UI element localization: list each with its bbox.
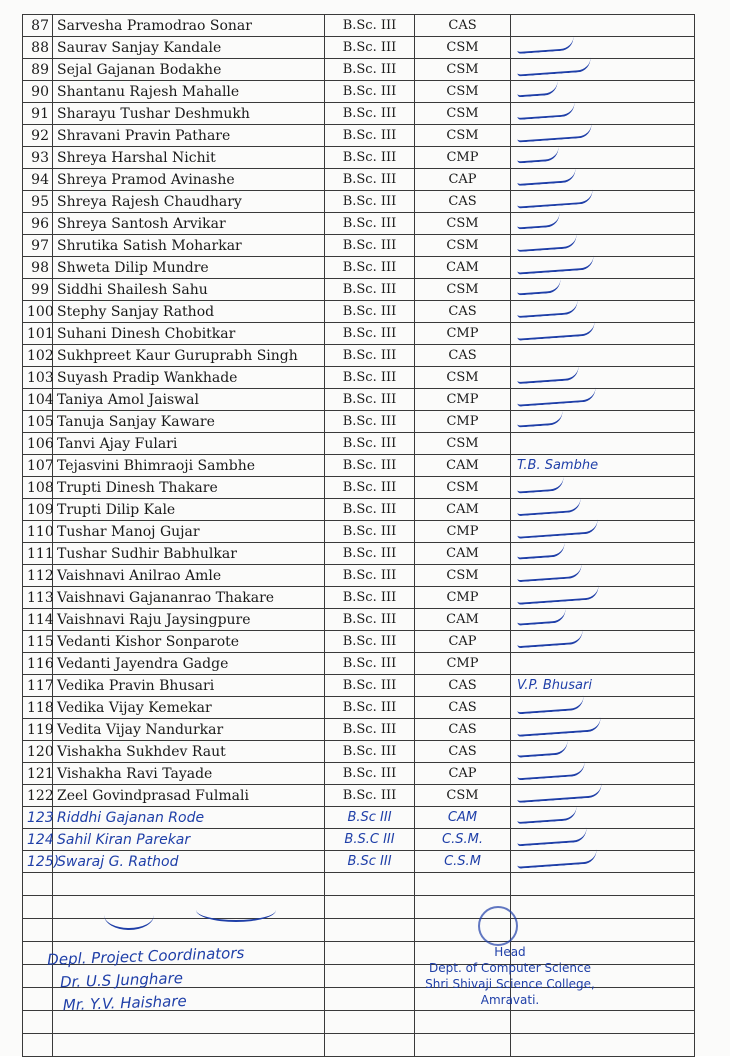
- project-coordinators-block: [47, 939, 319, 1017]
- subject-code: CAS: [415, 345, 511, 367]
- student-name: Sharayu Tushar Deshmukh: [53, 103, 325, 125]
- roll-number: 95: [23, 191, 53, 213]
- class-name: B.Sc. III: [325, 59, 415, 81]
- subject-code: CSM: [415, 81, 511, 103]
- handwritten-row: [23, 807, 695, 829]
- signature-scribble: [517, 585, 600, 605]
- student-name: Shreya Harshal Nichit: [53, 147, 325, 169]
- roll-number: 110: [23, 521, 53, 543]
- roll-number: 115: [23, 631, 53, 653]
- signature-scribble: [517, 365, 580, 383]
- class-name: B.Sc. III: [325, 367, 415, 389]
- roll-number: 117: [23, 675, 53, 697]
- class-name: B.Sc. III: [325, 81, 415, 103]
- roll-number: 109: [23, 499, 53, 521]
- signature-scribble: [517, 387, 597, 406]
- student-name: Suyash Pradip Wankhade: [53, 367, 325, 389]
- roll-number: 106: [23, 433, 53, 455]
- signature-cell: [511, 565, 695, 587]
- signature-scribble: [517, 36, 575, 54]
- student-name: Taniya Amol Jaiswal: [53, 389, 325, 411]
- student-name: Vedika Pravin Bhusari: [53, 675, 325, 697]
- table-row: [23, 15, 695, 37]
- table-row: [23, 543, 695, 565]
- student-name: Saurav Sanjay Kandale: [53, 37, 325, 59]
- signature-scribble: [517, 410, 564, 427]
- roll-number: 90: [23, 81, 53, 103]
- signature-scribble: [517, 57, 592, 76]
- table-row: [23, 587, 695, 609]
- signature-cell: [511, 191, 695, 213]
- table-row: [23, 565, 695, 587]
- table-row: [23, 213, 695, 235]
- roll-number: 112: [23, 565, 53, 587]
- subject-code: CAM: [415, 499, 511, 521]
- signature-cell: [511, 851, 695, 873]
- stamp-college: Shri Shivaji Science College,: [425, 977, 595, 991]
- class-name: B.Sc. III: [325, 433, 415, 455]
- roll-number: 123: [23, 807, 53, 829]
- roll-number: 125): [23, 851, 53, 873]
- table-row: [23, 37, 695, 59]
- subject-code: CAP: [415, 169, 511, 191]
- student-name: Trupti Dinesh Thakare: [53, 477, 325, 499]
- signature-cell: [511, 15, 695, 37]
- subject-code: CMP: [415, 411, 511, 433]
- stamp-head: Head: [494, 945, 526, 959]
- signature-cell: [511, 411, 695, 433]
- subject-code: CMP: [415, 587, 511, 609]
- student-name: Tushar Sudhir Babhulkar: [53, 543, 325, 565]
- signature-scribble: [517, 542, 566, 559]
- signature-cell: [511, 389, 695, 411]
- subject-code: CSM: [415, 125, 511, 147]
- signature-cell: [511, 301, 695, 323]
- student-name: Sahil Kiran Parekar: [53, 829, 325, 851]
- student-name: Vaishnavi Raju Jaysingpure: [53, 609, 325, 631]
- table-row: [23, 477, 695, 499]
- class-name: B.Sc. III: [325, 521, 415, 543]
- student-name: Vedanti Jayendra Gadge: [53, 653, 325, 675]
- class-name: B.Sc. III: [325, 741, 415, 763]
- table-row: [23, 785, 695, 807]
- table-row: [23, 653, 695, 675]
- student-name: Shravani Pravin Pathare: [53, 125, 325, 147]
- class-name: B.Sc. III: [325, 565, 415, 587]
- roll-number: 116: [23, 653, 53, 675]
- class-name: B.Sc. III: [325, 587, 415, 609]
- student-name: Shreya Rajesh Chaudhary: [53, 191, 325, 213]
- subject-code: CAS: [415, 697, 511, 719]
- signature-cell: [511, 103, 695, 125]
- signature-scribble: [517, 476, 565, 493]
- signature-scribble: [517, 695, 585, 714]
- class-name: B.Sc. III: [325, 213, 415, 235]
- class-name: B.Sc III: [325, 851, 415, 873]
- signature-scribble: [517, 563, 583, 582]
- roll-number: 91: [23, 103, 53, 125]
- subject-code: CSM: [415, 785, 511, 807]
- signature-cell: [511, 631, 695, 653]
- class-name: B.Sc. III: [325, 125, 415, 147]
- student-name: Shantanu Rajesh Mahalle: [53, 81, 325, 103]
- student-name: Trupti Dilip Kale: [53, 499, 325, 521]
- class-name: B.Sc. III: [325, 37, 415, 59]
- table-row: [23, 81, 695, 103]
- subject-code: CAM: [415, 807, 511, 829]
- signature-cell: [511, 477, 695, 499]
- roll-number: 108: [23, 477, 53, 499]
- student-name: Vaishnavi Anilrao Amle: [53, 565, 325, 587]
- roll-number: 103: [23, 367, 53, 389]
- table-row: [23, 125, 695, 147]
- student-name: Vedita Vijay Nandurkar: [53, 719, 325, 741]
- signature-cell: [511, 609, 695, 631]
- subject-code: CSM: [415, 367, 511, 389]
- subject-code: CAP: [415, 631, 511, 653]
- roll-number: 105: [23, 411, 53, 433]
- roll-number: 124: [23, 829, 53, 851]
- signature-cell: [511, 741, 695, 763]
- student-name: Vishakha Ravi Tayade: [53, 763, 325, 785]
- student-name: Shreya Pramod Avinashe: [53, 169, 325, 191]
- signature-cell: [511, 785, 695, 807]
- class-name: B.Sc. III: [325, 609, 415, 631]
- subject-code: CAM: [415, 257, 511, 279]
- subject-code: CMP: [415, 147, 511, 169]
- subject-code: CSM: [415, 59, 511, 81]
- signature-scribble: [517, 827, 588, 846]
- table-row: [23, 697, 695, 719]
- roll-number: 119: [23, 719, 53, 741]
- head-stamp-block: [410, 944, 610, 1008]
- subject-code: CAM: [415, 455, 511, 477]
- roll-number: 102: [23, 345, 53, 367]
- signature-scribble: [517, 519, 599, 539]
- roll-number: 100: [23, 301, 53, 323]
- subject-code: CSM: [415, 565, 511, 587]
- class-name: B.Sc. III: [325, 389, 415, 411]
- signature-scribble: [517, 740, 569, 758]
- student-name: Tanuja Sanjay Kaware: [53, 411, 325, 433]
- table-row: [23, 433, 695, 455]
- signature-cell: [511, 543, 695, 565]
- roll-number: 87: [23, 15, 53, 37]
- class-name: B.Sc. III: [325, 763, 415, 785]
- table-row: [23, 631, 695, 653]
- signature-scribble: [517, 717, 602, 737]
- student-name: Suhani Dinesh Chobitkar: [53, 323, 325, 345]
- class-name: B.Sc. III: [325, 301, 415, 323]
- stamp-city: Amravati.: [480, 993, 540, 1007]
- signature-scribble: [517, 278, 562, 295]
- table-row: [23, 279, 695, 301]
- signature-text: V.P. Bhusari: [517, 678, 592, 693]
- table-row: [23, 521, 695, 543]
- signature-text: T.B. Sambhe: [517, 458, 599, 473]
- stamp-department: Dept. of Computer Science: [429, 961, 591, 975]
- class-name: B.Sc. III: [325, 785, 415, 807]
- signature-scribble: [517, 805, 578, 823]
- student-name: Vaishnavi Gajananrao Thakare: [53, 587, 325, 609]
- class-name: B.Sc. III: [325, 191, 415, 213]
- table-row: [23, 191, 695, 213]
- signature-scribble: [517, 167, 577, 185]
- subject-code: CSM: [415, 235, 511, 257]
- student-name: Shrutika Satish Moharkar: [53, 235, 325, 257]
- roll-number: 120: [23, 741, 53, 763]
- roll-number: 88: [23, 37, 53, 59]
- student-name: Tejasvini Bhimraoji Sambhe: [53, 455, 325, 477]
- signature-cell: [511, 433, 695, 455]
- handwritten-row: [23, 851, 695, 873]
- subject-code: CSM: [415, 37, 511, 59]
- roll-number: 122: [23, 785, 53, 807]
- signature-cell: [511, 587, 695, 609]
- table-row: [23, 719, 695, 741]
- table-row: [23, 59, 695, 81]
- table-row: [23, 301, 695, 323]
- class-name: B.Sc. III: [325, 147, 415, 169]
- student-rows: [23, 15, 695, 807]
- signature-scribble: [517, 629, 584, 648]
- class-name: B.Sc. III: [325, 455, 415, 477]
- signature-cell: [511, 147, 695, 169]
- table-row: [23, 389, 695, 411]
- signature-scribble: [517, 146, 560, 163]
- signature-cell: [511, 257, 695, 279]
- roll-number: 97: [23, 235, 53, 257]
- class-name: B.Sc. III: [325, 279, 415, 301]
- student-name: Tushar Manoj Gujar: [53, 521, 325, 543]
- signature-cell: [511, 829, 695, 851]
- signature-scribble: [517, 761, 586, 780]
- class-name: B.Sc. III: [325, 411, 415, 433]
- roll-number: 101: [23, 323, 53, 345]
- signature-cell: [511, 367, 695, 389]
- student-name: Shreya Santosh Arvikar: [53, 213, 325, 235]
- subject-code: CSM: [415, 433, 511, 455]
- roll-number: 113: [23, 587, 53, 609]
- blank-row: [23, 873, 695, 896]
- class-name: B.Sc. III: [325, 169, 415, 191]
- table-row: [23, 103, 695, 125]
- roll-number: 89: [23, 59, 53, 81]
- signature-scribble: [517, 321, 596, 340]
- signature-scribble: [517, 123, 593, 142]
- student-name: Stephy Sanjay Rathod: [53, 301, 325, 323]
- table-row: [23, 257, 695, 279]
- signature-scribble: [517, 80, 559, 97]
- signature-scribble: [517, 849, 598, 869]
- signature-scribble: [517, 783, 603, 803]
- coordinator-name-2: Mr. Y.V. Haishare: [62, 991, 187, 1015]
- roll-number: 107: [23, 455, 53, 477]
- subject-code: CAS: [415, 741, 511, 763]
- class-name: B.Sc. III: [325, 477, 415, 499]
- class-name: B.Sc. III: [325, 235, 415, 257]
- table-row: [23, 169, 695, 191]
- subject-code: CSM: [415, 213, 511, 235]
- roll-number: 114: [23, 609, 53, 631]
- class-name: B.Sc. III: [325, 323, 415, 345]
- signature-cell: [511, 125, 695, 147]
- student-name: Swaraj G. Rathod: [53, 851, 325, 873]
- class-name: B.Sc. III: [325, 103, 415, 125]
- subject-code: CAS: [415, 301, 511, 323]
- student-name: Riddhi Gajanan Rode: [53, 807, 325, 829]
- student-name: Tanvi Ajay Fulari: [53, 433, 325, 455]
- roll-number: 111: [23, 543, 53, 565]
- subject-code: C.S.M.: [415, 829, 511, 851]
- signature-cell: [511, 345, 695, 367]
- subject-code: CAM: [415, 609, 511, 631]
- coordinator-name-1: Dr. U.S Junghare: [59, 969, 184, 992]
- signature-cell: [511, 499, 695, 521]
- roll-number: 98: [23, 257, 53, 279]
- student-name: Sarvesha Pramodrao Sonar: [53, 15, 325, 37]
- class-name: B.Sc. III: [325, 345, 415, 367]
- subject-code: CSM: [415, 103, 511, 125]
- roll-number: 92: [23, 125, 53, 147]
- student-name: Vedanti Kishor Sonparote: [53, 631, 325, 653]
- signature-scribble: [517, 233, 578, 251]
- signature-cell: [511, 697, 695, 719]
- class-name: B.Sc. III: [325, 499, 415, 521]
- class-name: B.Sc III: [325, 807, 415, 829]
- coordinators-title: Depl. Project Coordinators: [46, 943, 245, 969]
- student-name: Siddhi Shailesh Sahu: [53, 279, 325, 301]
- signature-cell: [511, 455, 695, 477]
- table-row: [23, 741, 695, 763]
- signature-cell: [511, 675, 695, 697]
- subject-code: CMP: [415, 653, 511, 675]
- class-name: B.Sc. III: [325, 653, 415, 675]
- head-signature-mark: [478, 906, 518, 946]
- signature-scribble: [517, 212, 561, 229]
- roll-number: 99: [23, 279, 53, 301]
- subject-code: CMP: [415, 521, 511, 543]
- subject-code: CAP: [415, 763, 511, 785]
- class-name: B.Sc. III: [325, 631, 415, 653]
- subject-code: CAS: [415, 191, 511, 213]
- signature-cell: [511, 235, 695, 257]
- signature-scribble: [517, 608, 567, 625]
- subject-code: C.S.M: [415, 851, 511, 873]
- signature-scribble: [517, 189, 594, 208]
- signature-cell: [511, 213, 695, 235]
- subject-code: CMP: [415, 389, 511, 411]
- table-row: [23, 235, 695, 257]
- signature-cell: [511, 37, 695, 59]
- roll-number: 104: [23, 389, 53, 411]
- roll-number: 93: [23, 147, 53, 169]
- table-row: [23, 609, 695, 631]
- signature-scribble: [517, 299, 579, 317]
- table-row: [23, 455, 695, 477]
- handwritten-rows: [23, 807, 695, 873]
- signature-scribble: [517, 255, 595, 274]
- class-name: B.Sc. III: [325, 719, 415, 741]
- signature-cell: [511, 81, 695, 103]
- subject-code: CMP: [415, 323, 511, 345]
- roll-number: 121: [23, 763, 53, 785]
- signature-cell: [511, 59, 695, 81]
- roll-number: 96: [23, 213, 53, 235]
- signature-cell: [511, 807, 695, 829]
- table-row: [23, 323, 695, 345]
- subject-code: CSM: [415, 477, 511, 499]
- class-name: B.Sc. III: [325, 543, 415, 565]
- signature-cell: [511, 653, 695, 675]
- signature-cell: [511, 763, 695, 785]
- signature-cell: [511, 521, 695, 543]
- class-name: B.Sc. III: [325, 675, 415, 697]
- class-name: B.S.C III: [325, 829, 415, 851]
- table-row: [23, 345, 695, 367]
- table-row: [23, 411, 695, 433]
- signature-cell: [511, 719, 695, 741]
- class-name: B.Sc. III: [325, 15, 415, 37]
- subject-code: CAS: [415, 675, 511, 697]
- table-row: [23, 367, 695, 389]
- handwritten-row: [23, 829, 695, 851]
- table-row: [23, 147, 695, 169]
- table-row: [23, 675, 695, 697]
- signature-scribble: [517, 497, 582, 515]
- table-row: [23, 499, 695, 521]
- subject-code: CAM: [415, 543, 511, 565]
- signature-cell: [511, 323, 695, 345]
- student-name: Sejal Gajanan Bodakhe: [53, 59, 325, 81]
- coordinator-signature-1: [104, 900, 154, 930]
- roll-number: 118: [23, 697, 53, 719]
- coordinator-signature-2: [196, 898, 276, 922]
- signature-scribble: [517, 101, 576, 119]
- student-name: Vishakha Sukhdev Raut: [53, 741, 325, 763]
- student-name: Sukhpreet Kaur Guruprabh Singh: [53, 345, 325, 367]
- subject-code: CAS: [415, 719, 511, 741]
- signature-cell: [511, 169, 695, 191]
- blank-row: [23, 1034, 695, 1057]
- student-name: Zeel Govindprasad Fulmali: [53, 785, 325, 807]
- class-name: B.Sc. III: [325, 697, 415, 719]
- table-row: [23, 763, 695, 785]
- student-name: Shweta Dilip Mundre: [53, 257, 325, 279]
- student-name: Vedika Vijay Kemekar: [53, 697, 325, 719]
- subject-code: CSM: [415, 279, 511, 301]
- roll-number: 94: [23, 169, 53, 191]
- signature-cell: [511, 279, 695, 301]
- subject-code: CAS: [415, 15, 511, 37]
- class-name: B.Sc. III: [325, 257, 415, 279]
